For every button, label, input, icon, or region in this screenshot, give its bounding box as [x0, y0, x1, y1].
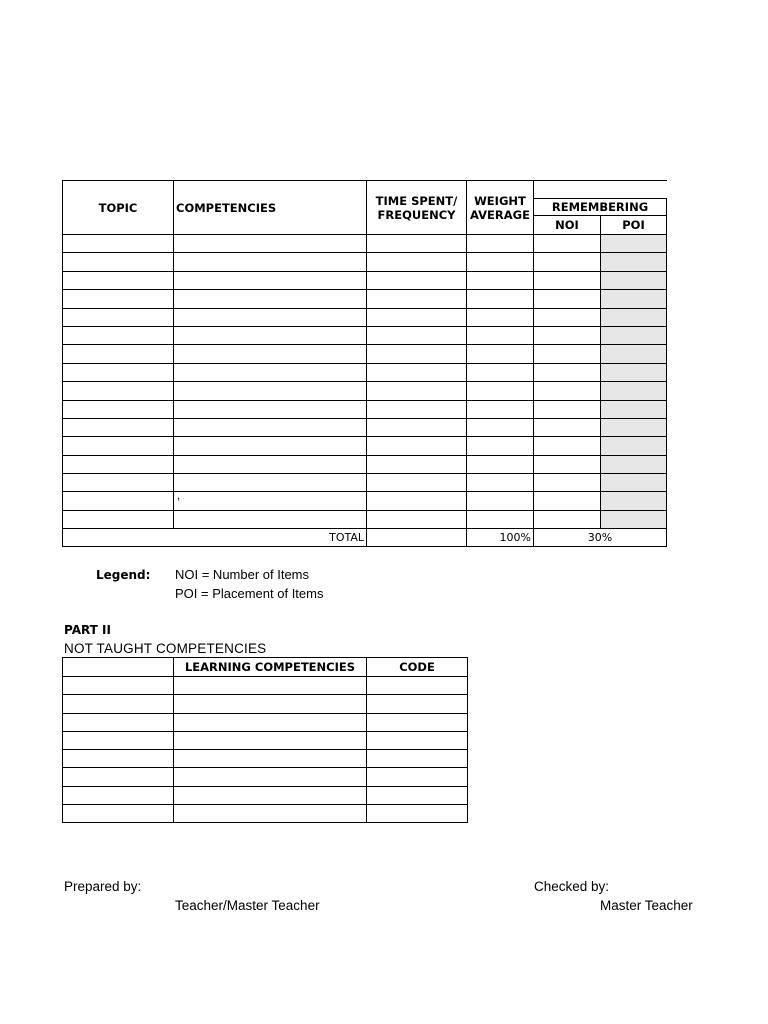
cell — [534, 308, 601, 326]
cell — [63, 510, 174, 528]
header-noi: NOI — [534, 216, 601, 235]
header-competencies: COMPETENCIES — [174, 181, 367, 235]
cell — [534, 345, 601, 363]
table-row — [63, 731, 468, 749]
cell — [367, 308, 467, 326]
cell — [534, 253, 601, 271]
table-row — [63, 677, 468, 695]
poi-cell — [601, 290, 667, 308]
prepared-by-label: Prepared by: — [64, 879, 142, 894]
table-row — [63, 400, 667, 418]
poi-cell — [601, 253, 667, 271]
table-row — [63, 455, 667, 473]
poi-cell — [601, 474, 667, 492]
cell — [534, 290, 601, 308]
cell — [367, 290, 467, 308]
cell — [63, 805, 174, 823]
checked-by-role: Master Teacher — [600, 898, 693, 913]
poi-cell — [601, 382, 667, 400]
cell — [63, 235, 174, 253]
cell — [63, 474, 174, 492]
table-row — [63, 290, 667, 308]
header-blank — [63, 658, 174, 677]
cell — [367, 235, 467, 253]
header-time-spent — [367, 181, 467, 235]
cell — [174, 418, 367, 436]
cell — [174, 437, 367, 455]
cell — [174, 695, 367, 713]
cell — [534, 363, 601, 381]
cell — [367, 713, 468, 731]
cell — [467, 400, 534, 418]
cell — [467, 345, 534, 363]
cell — [174, 768, 367, 786]
cell — [467, 326, 534, 344]
cell — [534, 382, 601, 400]
cell — [534, 418, 601, 436]
cell — [467, 474, 534, 492]
poi-cell — [601, 437, 667, 455]
poi-cell — [601, 455, 667, 473]
cell — [467, 492, 534, 510]
table-row — [63, 713, 468, 731]
cell — [367, 363, 467, 381]
table-row — [63, 345, 667, 363]
table-row — [63, 271, 667, 289]
table-row — [63, 786, 468, 804]
table-row — [63, 805, 468, 823]
cell — [367, 805, 468, 823]
poi-cell — [601, 510, 667, 528]
table-row — [63, 695, 468, 713]
cell — [367, 271, 467, 289]
cell — [534, 474, 601, 492]
cell — [367, 510, 467, 528]
cell — [467, 418, 534, 436]
cell — [63, 492, 174, 510]
header-blank-band — [534, 181, 667, 199]
cell — [63, 271, 174, 289]
table-row — [63, 326, 667, 344]
cell — [534, 510, 601, 528]
cell — [63, 400, 174, 418]
cell — [367, 382, 467, 400]
cell — [174, 750, 367, 768]
cell — [467, 235, 534, 253]
cell — [63, 731, 174, 749]
cell — [174, 253, 367, 271]
cell — [367, 455, 467, 473]
header-weight-line2: AVERAGE — [470, 207, 530, 222]
cell — [63, 455, 174, 473]
cell — [63, 382, 174, 400]
cell — [367, 437, 467, 455]
part-ii-subtitle: NOT TAUGHT COMPETENCIES — [64, 641, 267, 656]
cell — [174, 363, 367, 381]
cell — [467, 253, 534, 271]
table-of-specifications — [62, 180, 667, 547]
cell — [174, 345, 367, 363]
not-taught-competencies-table — [62, 657, 468, 823]
cell — [63, 326, 174, 344]
cell — [174, 510, 367, 528]
main-table-body — [63, 235, 667, 547]
part-ii-title: PART II — [64, 623, 111, 637]
table-row — [63, 768, 468, 786]
cell — [467, 363, 534, 381]
cell — [63, 418, 174, 436]
cell — [63, 363, 174, 381]
cell — [467, 510, 534, 528]
cell — [63, 768, 174, 786]
cell — [174, 677, 367, 695]
cell — [174, 382, 367, 400]
cell — [467, 271, 534, 289]
total-row — [63, 529, 667, 547]
header-topic: TOPIC — [63, 181, 174, 235]
legend-label: Legend: — [96, 568, 151, 582]
header-code: CODE — [367, 658, 468, 677]
cell — [63, 750, 174, 768]
cell — [534, 326, 601, 344]
cell — [174, 235, 367, 253]
cell — [174, 474, 367, 492]
cell — [534, 455, 601, 473]
cell — [367, 677, 468, 695]
poi-cell — [601, 345, 667, 363]
header-poi: POI — [601, 216, 667, 235]
header-weight-average — [467, 181, 534, 235]
table-row — [63, 363, 667, 381]
checked-by-label: Checked by: — [534, 879, 610, 894]
header-learning-competencies: LEARNING COMPETENCIES — [174, 658, 367, 677]
cell — [367, 474, 467, 492]
cell — [174, 400, 367, 418]
poi-cell — [601, 326, 667, 344]
cell — [367, 731, 468, 749]
poi-cell — [601, 235, 667, 253]
table-row — [63, 418, 667, 436]
header-weight-line1: WEIGHT — [474, 193, 526, 208]
poi-cell — [601, 271, 667, 289]
cell — [174, 455, 367, 473]
total-weight: 100% — [467, 529, 534, 547]
total-remembering: 30% — [534, 529, 667, 547]
total-label: TOTAL — [63, 529, 367, 547]
cell — [467, 290, 534, 308]
header-time-spent-line1: TIME SPENT/ — [375, 193, 458, 208]
poi-cell — [601, 308, 667, 326]
cell — [367, 253, 467, 271]
table-row — [63, 750, 468, 768]
table-row — [63, 382, 667, 400]
cell — [63, 345, 174, 363]
table-row — [63, 492, 667, 510]
prepared-by-role: Teacher/Master Teacher — [175, 898, 320, 913]
cell — [174, 731, 367, 749]
cell — [534, 492, 601, 510]
poi-cell — [601, 418, 667, 436]
legend-poi: POI = Placement of Items — [175, 586, 324, 601]
cell — [534, 271, 601, 289]
cell — [63, 308, 174, 326]
poi-cell — [601, 492, 667, 510]
cell — [367, 400, 467, 418]
cell — [63, 786, 174, 804]
cell — [174, 271, 367, 289]
cell — [174, 805, 367, 823]
cell — [174, 290, 367, 308]
poi-cell — [601, 400, 667, 418]
cell — [534, 235, 601, 253]
cell — [467, 437, 534, 455]
cell — [63, 713, 174, 731]
cell — [467, 308, 534, 326]
cell — [534, 437, 601, 455]
total-time-cell — [367, 529, 467, 547]
cell — [63, 677, 174, 695]
cell — [367, 345, 467, 363]
cell — [534, 400, 601, 418]
header-time-spent-line2: FREQUENCY — [377, 207, 456, 222]
cell — [467, 382, 534, 400]
header-remembering: REMEMBERING — [534, 199, 667, 216]
cell — [367, 326, 467, 344]
poi-cell — [601, 363, 667, 381]
cell — [63, 290, 174, 308]
cell — [367, 492, 467, 510]
cell — [174, 713, 367, 731]
cell — [174, 786, 367, 804]
table-row — [63, 308, 667, 326]
table-row — [63, 510, 667, 528]
table-row — [63, 474, 667, 492]
table-row — [63, 437, 667, 455]
cell — [367, 418, 467, 436]
cell — [63, 253, 174, 271]
cell — [367, 786, 468, 804]
cell — [367, 695, 468, 713]
cell — [367, 768, 468, 786]
cell — [63, 695, 174, 713]
cell — [367, 750, 468, 768]
cell — [174, 308, 367, 326]
cell — [467, 455, 534, 473]
table-row — [63, 253, 667, 271]
cell — [63, 437, 174, 455]
legend-noi: NOI = Number of Items — [175, 567, 310, 582]
cell — [174, 326, 367, 344]
stray-comma-cell: , — [174, 492, 367, 510]
table-row — [63, 235, 667, 253]
